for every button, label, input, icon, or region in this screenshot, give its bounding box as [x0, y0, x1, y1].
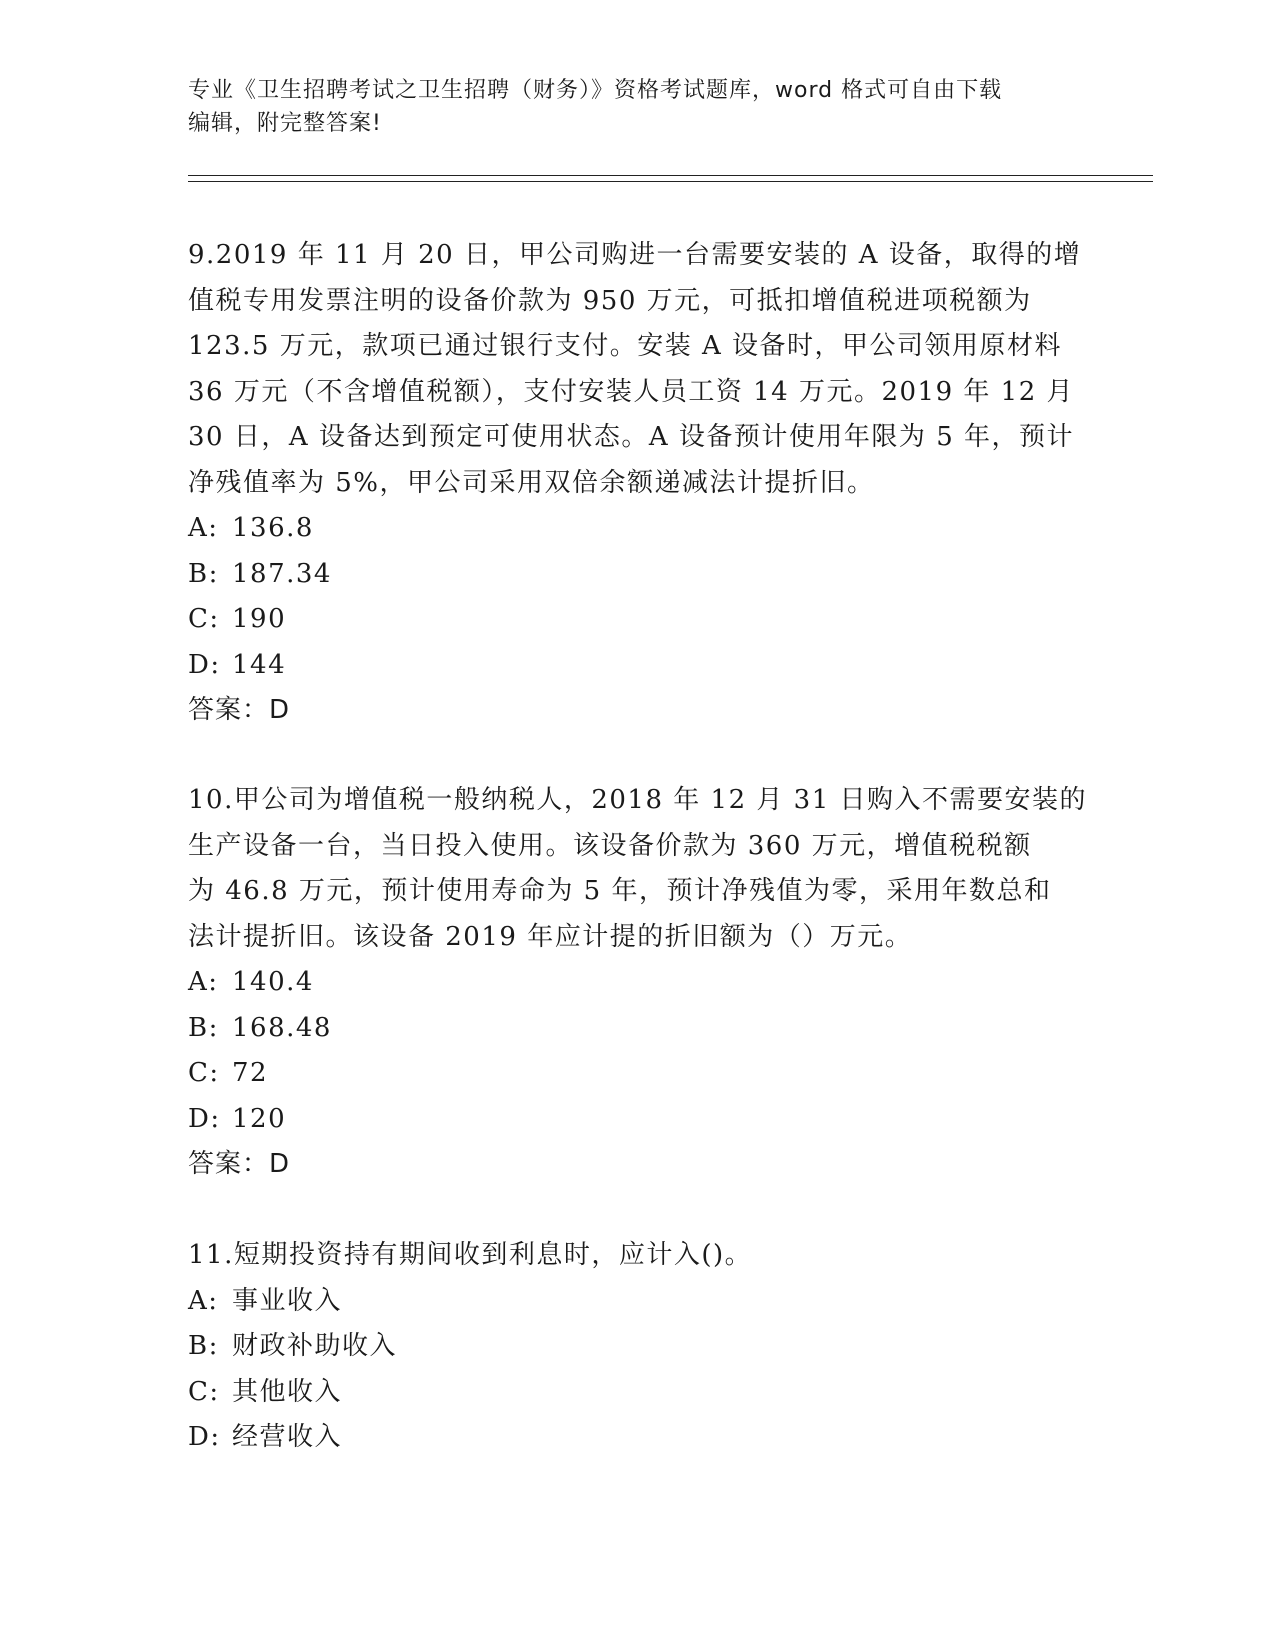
- question-9: [188, 233, 1098, 734]
- option-d: D: 经营收入: [188, 1422, 343, 1452]
- option-c: C: 72: [188, 1058, 269, 1088]
- answer: 答案：D: [188, 695, 291, 725]
- question-stem: [188, 233, 1098, 506]
- stem-line: 11.短期投资持有期间收到利息时，应计入()。: [188, 1240, 753, 1270]
- stem-line: 123.5 万元，款项已通过银行支付。安装 A 设备时，甲公司领用原材料: [188, 331, 1063, 361]
- stem-line: 值税专用发票注明的设备价款为 950 万元，可抵扣增值税进项税额为: [188, 285, 1032, 316]
- option-d: D: 120: [188, 1103, 287, 1134]
- stem-line: 法计提折旧。该设备 2019 年应计提的折旧额为（）万元。: [188, 921, 913, 952]
- header-line-2: 编辑，附完整答案!: [188, 111, 382, 136]
- option-b: B: 财政补助收入: [188, 1331, 398, 1361]
- option-a: A: 事业收入: [188, 1285, 343, 1316]
- question-stem: [188, 778, 1098, 960]
- answer: 答案：D: [188, 1149, 291, 1179]
- option-d: D: 144: [188, 649, 287, 680]
- question-stem: [188, 1233, 1098, 1279]
- document-header: [188, 74, 1088, 140]
- option-a: A: 136.8: [188, 513, 314, 543]
- option-b: B: 187.34: [188, 558, 332, 589]
- question-11: [188, 1233, 1098, 1461]
- stem-line: 30 日，A 设备达到预定可使用状态。A 设备预计使用年限为 5 年，预计: [188, 422, 1075, 452]
- option-b: B: 168.48: [188, 1012, 332, 1043]
- stem-line: 9.2019 年 11 月 20 日，甲公司购进一台需要安装的 A 设备，取得的增: [188, 240, 1082, 270]
- option-a: A: 140.4: [188, 967, 314, 997]
- option-c: C: 190: [188, 604, 287, 634]
- stem-line: 生产设备一台，当日投入使用。该设备价款为 360 万元，增值税税额: [188, 830, 1032, 861]
- stem-line: 36 万元（不含增值税额），支付安装人员工资 14 万元。2019 年 12 月: [188, 376, 1075, 407]
- header-line-1: 专业《卫生招聘考试之卫生招聘（财务）》资格考试题库，word 格式可自由下载: [188, 78, 1003, 103]
- stem-line: 净残值率为 5%，甲公司采用双倍余额递减法计提折旧。: [188, 467, 875, 498]
- question-10: [188, 778, 1098, 1188]
- stem-line: 10.甲公司为增值税一般纳税人，2018 年 12 月 31 日购入不需要安装的: [188, 785, 1088, 815]
- option-c: C: 其他收入: [188, 1376, 343, 1407]
- stem-line: 为 46.8 万元，预计使用寿命为 5 年，预计净残值为零，采用年数总和: [188, 876, 1052, 906]
- header-divider-top: [188, 175, 1153, 176]
- header-divider-bottom: [188, 181, 1153, 182]
